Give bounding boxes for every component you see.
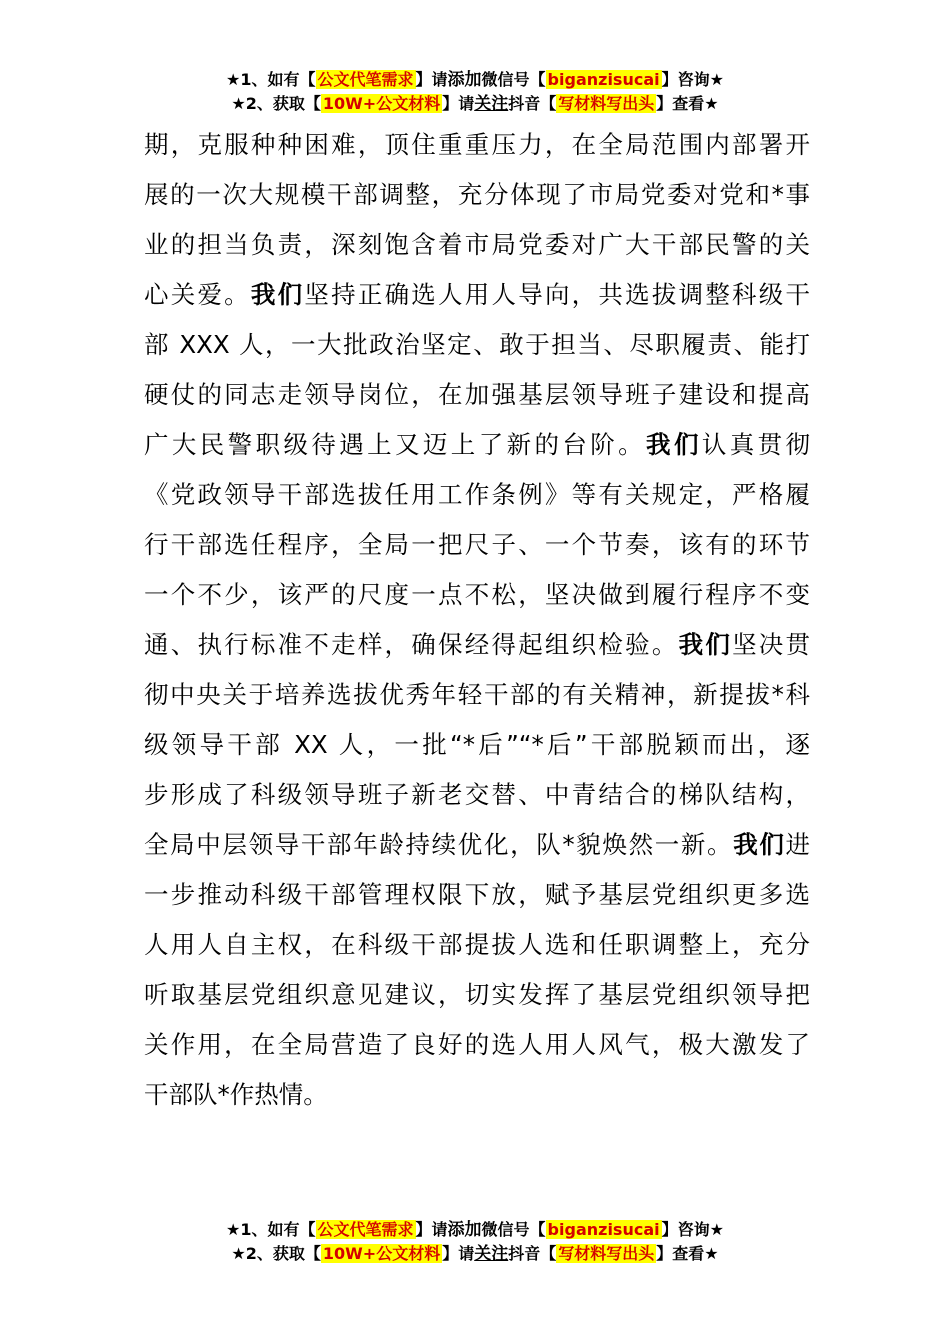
body-line: 彻中央关于培养选拔优秀年轻干部的有关精神，新提拔*科	[144, 680, 810, 709]
header-line1-middle2: 微信号【	[481, 70, 546, 89]
bold-women: 我们	[250, 280, 305, 309]
footer-line2-highlight-materials: 10W+公文材料	[322, 1244, 441, 1263]
body-line: 《党政领导干部选拔任用工作条例》等有关规定，严格履	[144, 480, 810, 509]
footer-line1-suffix: 】咨询★	[661, 1220, 724, 1239]
body-text: 坚持正确选人用人导向，共选拔调整科级干	[304, 280, 811, 309]
footer-line1-add: 添加	[447, 1220, 482, 1240]
header-line2-prefix: ★2、获取【	[231, 94, 321, 113]
footer-line-1	[0, 1218, 950, 1242]
header-line1-highlight-service: 公文代笔需求	[317, 70, 414, 89]
footer-line1-highlight-service: 公文代笔需求	[317, 1220, 414, 1239]
header-line2-douyin-account: 写材料写出头	[558, 94, 655, 113]
bold-women: 我们	[646, 430, 702, 459]
footer-line1-middle1: 】请	[415, 1220, 448, 1239]
body-line: 业的担当负责，深刻饱含着市局党委对广大干部民警的关	[144, 230, 810, 259]
body-text: 进	[785, 830, 811, 859]
footer-line2-suffix: 】查看★	[656, 1244, 719, 1263]
body-line	[144, 420, 810, 470]
footer-line1-wechat-id: biganzisucai	[547, 1220, 660, 1239]
body-line: 级领导干部 XX 人，一批“*后”“*后”干部脱颖而出，逐	[144, 730, 810, 759]
body-line	[144, 270, 810, 320]
body-line: 步形成了科级领导班子新老交替、中青结合的梯队结构，	[144, 780, 810, 809]
body-text: 广大民警职级待遇上又迈上了新的台阶。	[144, 430, 647, 459]
body-text: 通、执行标准不走样，确保经得起组织检验。	[144, 630, 679, 659]
body-line: 一个不少，该严的尺度一点不松，坚决做到履行程序不变	[144, 580, 810, 609]
body-line-last: 干部队*作热情。	[144, 1080, 328, 1109]
header-line2-suffix: 】查看★	[656, 94, 719, 113]
header-line-1	[0, 68, 950, 92]
body-line: 展的一次大规模干部调整，充分体现了市局党委对党和*事	[144, 180, 810, 209]
body-line: 关作用，在全局营造了良好的选人用人风气，极大激发了	[144, 1030, 810, 1059]
footer-line1-middle2: 微信号【	[481, 1220, 546, 1239]
body-line: 听取基层党组织意见建议，切实发挥了基层党组织领导把	[144, 980, 810, 1009]
body-text: 坚决贯	[732, 630, 811, 659]
header-line-2	[0, 92, 950, 116]
header-line2-highlight-materials: 10W+公文材料	[322, 94, 441, 113]
header-line1-prefix: ★1、如有【	[226, 70, 316, 89]
header-line2-middle1: 】请	[442, 94, 475, 113]
body-line: 期，克服种种困难，顶住重重压力，在全局范围内部署开	[144, 130, 810, 159]
header-line1-add: 添加	[447, 70, 482, 90]
footer-banner	[0, 1218, 950, 1266]
footer-line2-middle1: 】请	[442, 1244, 475, 1263]
footer-line-2	[0, 1242, 950, 1266]
body-line	[144, 620, 810, 670]
body-line: 硬仗的同志走领导岗位，在加强基层领导班子建设和提高	[144, 380, 810, 409]
header-line1-middle1: 】请	[415, 70, 448, 89]
bold-women: 我们	[678, 630, 733, 659]
footer-line2-douyin-account: 写材料写出头	[558, 1244, 655, 1263]
header-line2-follow: 关注	[474, 94, 509, 114]
footer-line2-middle2: 抖音【	[508, 1244, 557, 1263]
footer-line2-prefix: ★2、获取【	[231, 1244, 321, 1263]
header-line1-suffix: 】咨询★	[661, 70, 724, 89]
body-line	[144, 820, 810, 870]
footer-line2-follow: 关注	[474, 1244, 509, 1264]
body-text: 心关爱。	[144, 280, 251, 309]
header-line2-middle2: 抖音【	[508, 94, 557, 113]
body-line: 部 XXX 人，一大批政治坚定、敢于担当、尽职履责、能打	[144, 330, 810, 359]
document-body	[144, 120, 810, 1120]
header-line1-wechat-id: biganzisucai	[547, 70, 660, 89]
footer-line1-prefix: ★1、如有【	[226, 1220, 316, 1239]
body-line: 一步推动科级干部管理权限下放，赋予基层党组织更多选	[144, 880, 810, 909]
bold-women: 我们	[733, 830, 786, 859]
body-text: 全局中层领导干部年龄持续优化，队*貌焕然一新。	[144, 830, 734, 859]
body-line: 人用人自主权，在科级干部提拔人选和任职调整上，充分	[144, 930, 810, 959]
header-banner	[0, 68, 950, 116]
body-text: 认真贯彻	[701, 430, 811, 459]
body-line: 行干部选任程序，全局一把尺子、一个节奏，该有的环节	[144, 530, 810, 559]
